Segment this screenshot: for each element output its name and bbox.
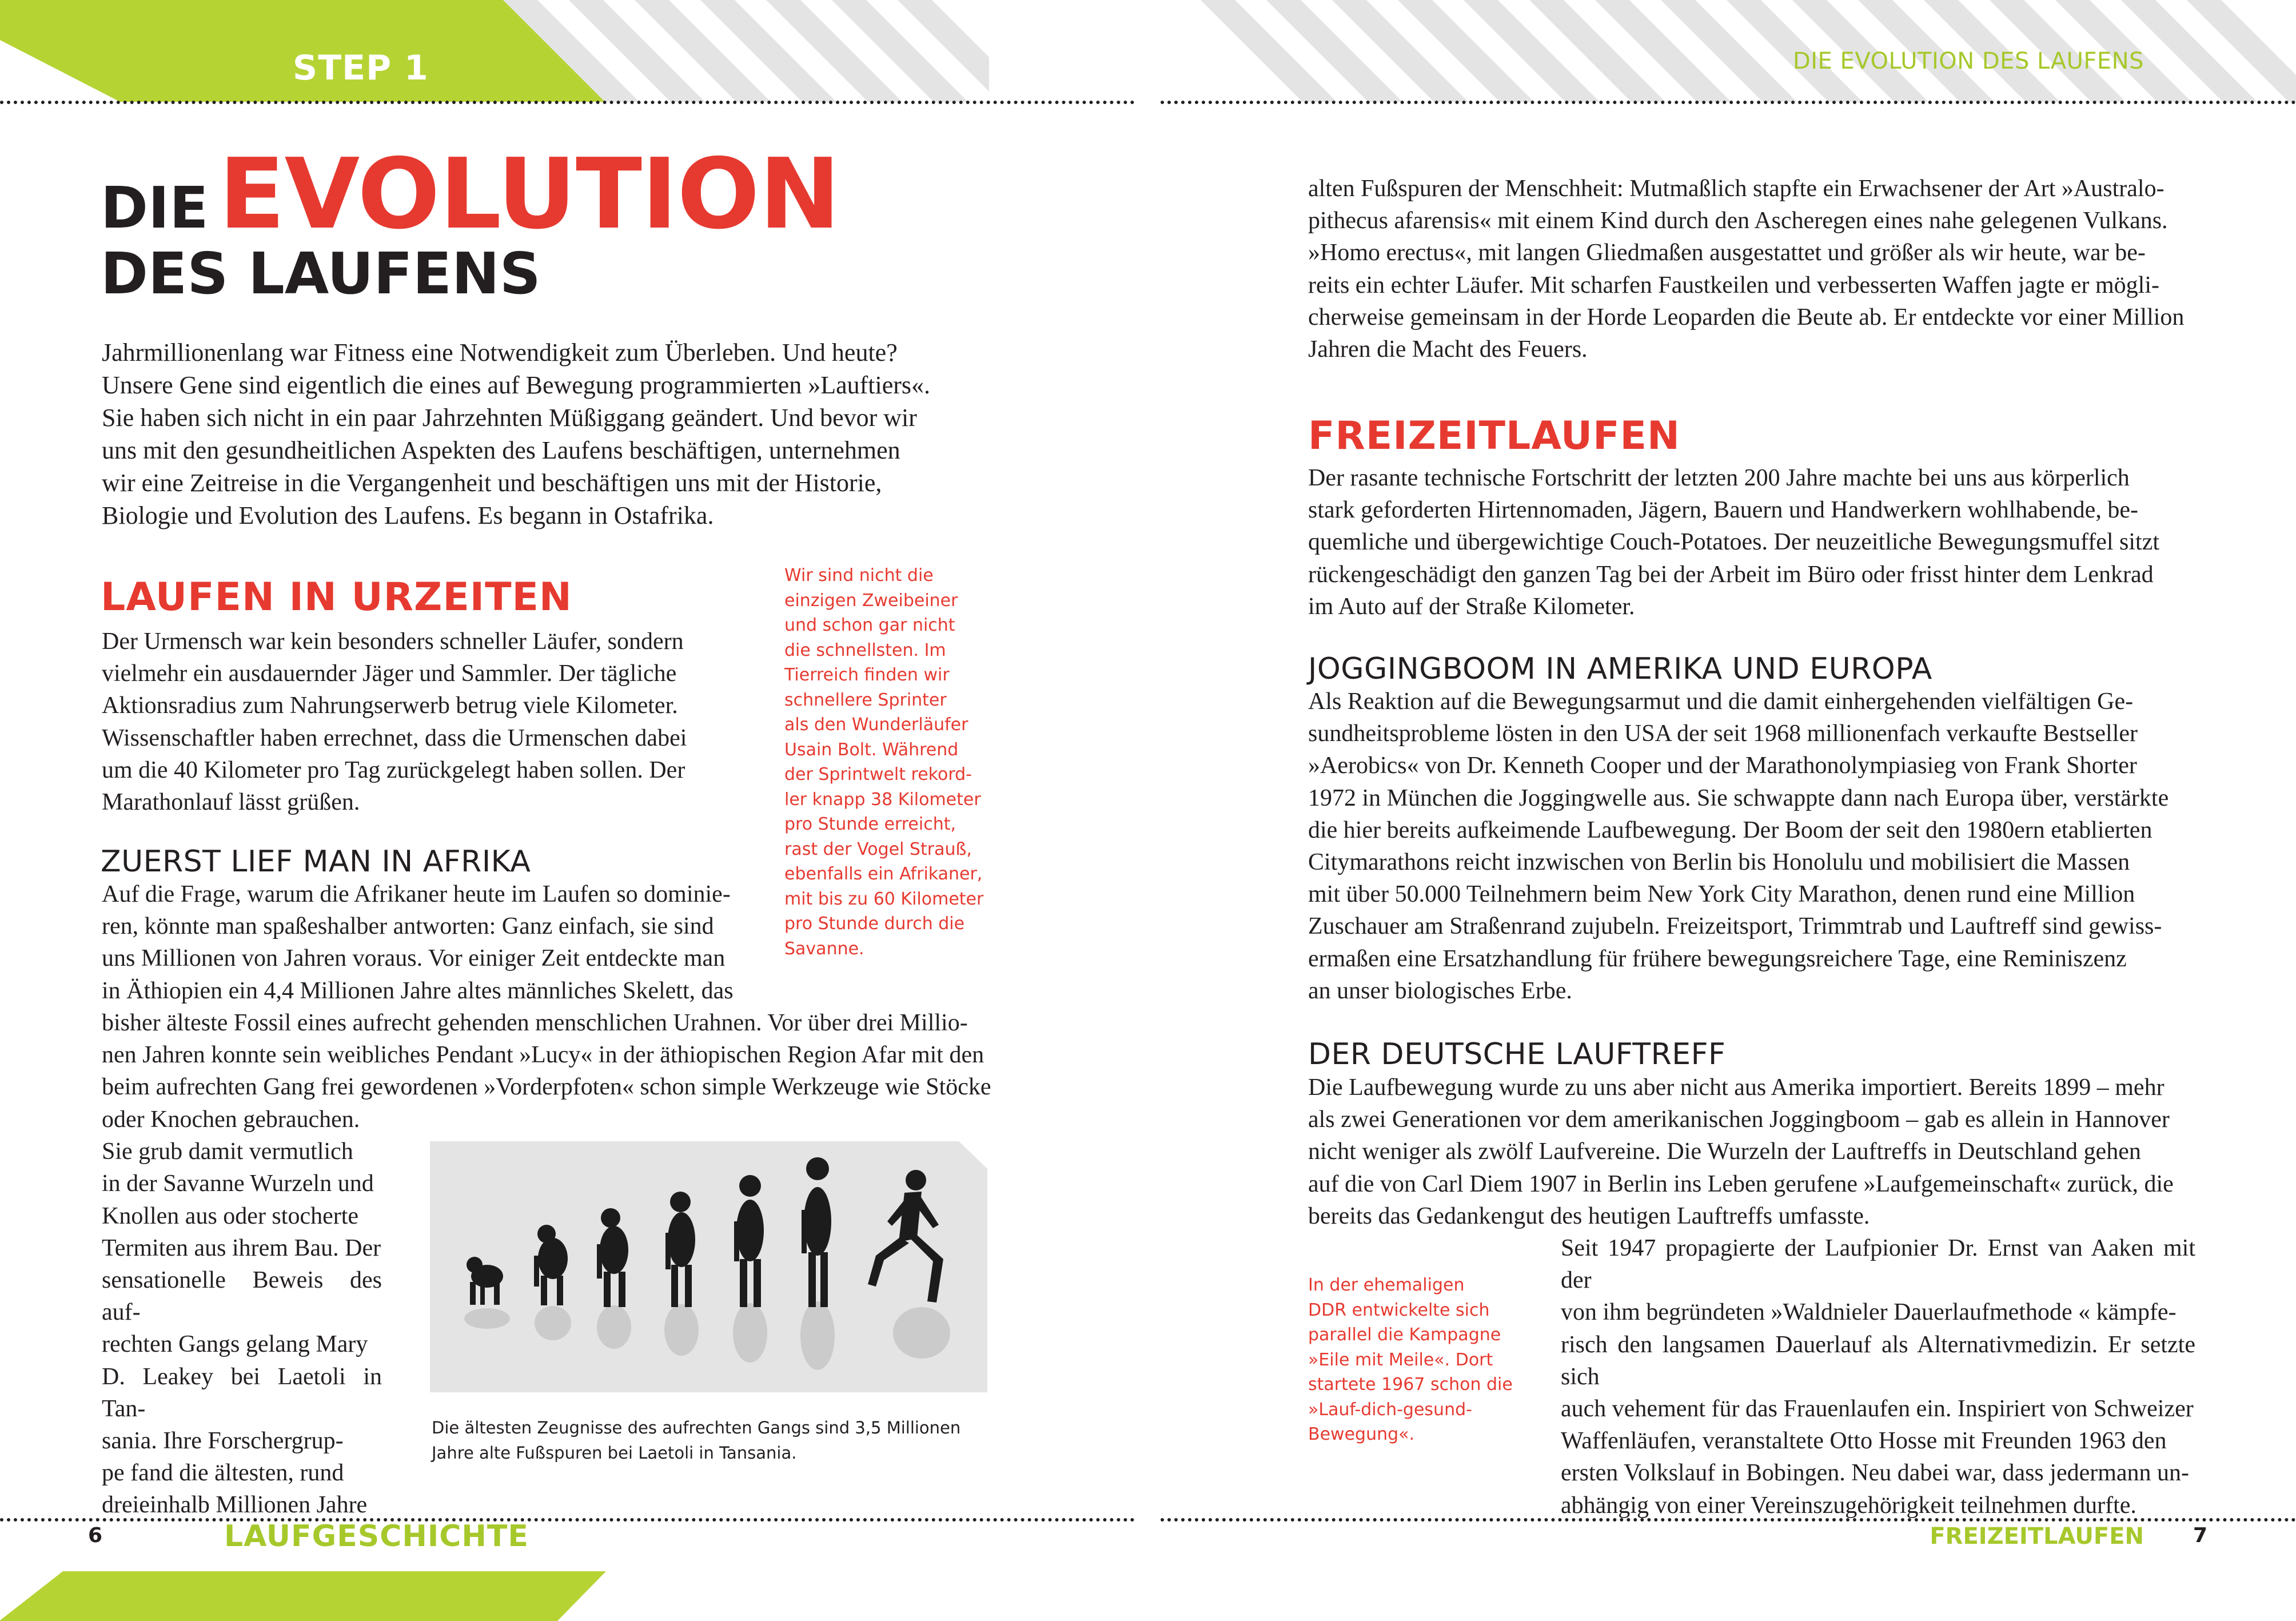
subheading-zuerst-lief-man: ZUERST LIEF MAN IN AFRIKA bbox=[101, 845, 531, 879]
intro-paragraph: Jahrmillionenlang war Fitness eine Notwendigkeit zum Überleben. Und heute? Unsere Gene sind eigentlich die eines auf Bewegung programmierten »Lauftiers«. Sie haben sich nicht in ein paar Jahrzehnten Müßiggang geändert. Und bevor wir uns mit den gesundheitlichen Aspekten des Laufens beschäftigen, unternehmen wir eine Zeitreise in die Vergangenheit und beschäftigen uns mit der Historie, Biologie und Evolution des Laufens. Es begann in Ostafrika. bbox=[102, 338, 931, 529]
image-caption: Die ältesten Zeugnisse des aufrechten Gangs sind 3,5 Millionen Jahre alte Fußspuren bei Laetoli in Tansania. bbox=[432, 1418, 961, 1463]
heading-freizeitlaufen: FREIZEITLAUFEN bbox=[1308, 413, 1680, 459]
lauftreff-text: Die Laufbewegung wurde zu uns aber nicht aus Amerika importiert. Bereits 1899 – mehr als zwei Generationen vor dem amerikanischen Joggingboom – gab es allein in Hannover nicht weniger als zwölf Laufvereine. Die Wurzeln der Lauftreffs in Deutschland gehen auf die von Carl Diem 1907 in Berlin ins Leben gerufene »Laufgemeinschaft« zurück, die bereits das Gedankengut des heutigen Lauftreffs umfasste. bbox=[1308, 1074, 2174, 1229]
footer-dotted-rule-left bbox=[0, 1518, 1135, 1522]
sidenote-right: In der ehemaligen DDR entwickelte sich parallel die Kampagne »Eile mit Meile«. Dort startete 1967 schon die »Lauf-dich-gesund- Bewegung«. bbox=[1308, 1275, 1513, 1444]
page-number-right: 7 bbox=[2193, 1524, 2208, 1547]
subheading-joggingboom: JOGGINGBOOM IN AMERIKA UND EUROPA bbox=[1308, 652, 1932, 686]
title-word-die: DIE bbox=[101, 174, 209, 241]
section1-text: Der Urmensch war kein besonders schneller Läufer, sondern vielmehr ein ausdauernder Jäger und Sammler. Der tägliche Aktionsradius zum Nahrungserwerb betrug viele Kilometer. Wissenschaftler haben errechnet, dass die Urmenschen dabei um die 40 Kilometer pro Tag zurückgelegt haben sollen. Der Marathonlauf lässt grüßen. bbox=[102, 628, 687, 816]
page-number-left: 6 bbox=[88, 1524, 103, 1547]
footer-green-band bbox=[0, 1571, 612, 1621]
section2-text-column: oder Knochen gebrauchen. Sie grub damit vermutlich in der Savanne Wurzeln und Knollen aus oder stocherte Termiten aus ihrem Bau. Der sensationelle Beweis des auf- rechten Gangs gelang Mary D. Leakey bei Laetoli in Tan- sania. Ihre Forschergrup- pe fand die ältesten, rund dreieinhalb Millionen Jahre bbox=[102, 1106, 382, 1519]
section2-text-narrow: Auf die Frage, warum die Afrikaner heute im Laufen so dominie- ren, könnte man spaßeshalber antworten: Ganz einfach, sie sind uns Millionen von Jahren voraus. Vor einiger Zeit entdeckte man in Äthiopien ein 4,4 Millionen Jahre altes männliches Skelett, das bbox=[102, 881, 734, 1004]
lauftreff-text-continued: Seit 1947 propagierte der Laufpionier Dr. Ernst van Aaken mit der von ihm begründeten »Waldnieler Dauerlaufmethode « kämpfe- risch den langsamen Dauerlauf als Alternativmedizin. Er setzte sich auch vehement für das Frauenlaufen ein. Inspiriert von Schweizer Waffenläufen, veranstaltete Otto Hosse mit Freunden 1963 den ersten Volkslauf in Bobingen. Neu dabei war, dass jedermann un- abhängig von einer Vereinszugehörigkeit teilnehmen durfte. bbox=[1561, 1235, 2195, 1519]
title-line2: DES LAUFENS bbox=[101, 240, 541, 307]
title-word-evolution: EVOLUTION bbox=[218, 138, 840, 251]
step-label: STEP 1 bbox=[293, 48, 429, 88]
section2-text-wide: bisher älteste Fossil eines aufrecht gehenden menschlichen Urahnen. Vor über drei Millio- nen Jahren konnte sein weibliches Pendant »Lucy« in der äthiopischen Region Afar mit den beim aufrechten Gang frei gewordenen »Vorderpfoten« schon simple Werkzeuge wie Stöcke bbox=[102, 1010, 991, 1101]
footer-dotted-rule-right bbox=[1161, 1518, 2296, 1522]
subheading-deutsche-lauftreff: DER DEUTSCHE LAUFTREFF bbox=[1308, 1037, 1726, 1072]
page-title bbox=[101, 138, 840, 307]
footer-section-left: LAUFGESCHICHTE bbox=[224, 1519, 529, 1554]
sidenote-left: Wir sind nicht die einzigen Zweibeiner und schon gar nicht die schnellsten. Im Tierreich finden wir schnellere Sprinter als den Wunderläufer Usain Bolt. Während der Sprintwelt rekord- ler knapp 38 Kilometer pro Stunde erreicht, rast der Vogel Strauß, ebenfalls ein Afrikaner, mit bis zu 60 Kilometer pro Stunde durch die Savanne. bbox=[784, 565, 984, 959]
running-title: DIE EVOLUTION DES LAUFENS bbox=[1792, 48, 2144, 74]
footer-section-right: FREIZEITLAUFEN bbox=[1930, 1523, 2144, 1550]
header-dotted-rule-left bbox=[0, 101, 1135, 104]
freizeitlaufen-text: Der rasante technische Fortschritt der letzten 200 Jahre machte bei uns aus körperlich stark geforderten Hirtennomaden, Jägern, Bauern und Handwerkern wohlhabende, be- quemliche und übergewichtige Couch-Potatoes. Der neuzeitliche Bewegungsmuffel sitzt rückengeschädigt den ganzen Tag bei der Arbeit im Büro oder frisst hinter dem Lenkrad im Auto auf der Straße Kilometer. bbox=[1308, 465, 2160, 620]
joggingboom-text: Als Reaktion auf die Bewegungsarmut und die damit einhergehenden vielfältigen Ge- sundheitsprobleme lösten in den USA der seit 1968 millionenfach verkaufte Bestseller »Aerobics« von Dr. Kenneth Cooper und der Marathonolympiasieg von Frank Shorter 1972 in München die Joggingwelle aus. Sie schwappte dann nach Europa über, verstärkte die hier bereits aufkeimende Laufbewegung. Der Boom der seit den 1980ern etablierten Citymarathons reicht inzwischen von Berlin bis Honolulu und mobilisiert die Massen mit über 50.000 Teilnehmern beim New York City Marathon, denen rund eine Million Zuschauer am Straßenrand zujubeln. Freizeitsport, Trimmtrab und Lauftreff sind gewiss- ermaßen eine Ersatzhandlung für frühere bewegungsreichere Tage, eine Reminiszenz an unser biologisches Erbe. bbox=[1308, 688, 2169, 1004]
evolution-illustration bbox=[430, 1141, 987, 1392]
header-dotted-rule-right bbox=[1161, 101, 2296, 104]
right-continued-text: alten Fußspuren der Menschheit: Mutmaßlich stapfte ein Erwachsener der Art »Australo- pithecus afarensis« mit einem Kind durch den Ascheregen eines nahe gelegenen Vulkans. »Homo erectus«, mit langen Gliedmaßen ausgestattet und größer als wir heute, war be- reits ein echter Läufer. Mit scharfen Faustkeilen und verbesserten Waffen jagte er mögli- cherweise gemeinsam in der Horde Leoparden die Beute ab. Er entdeckte vor einer Million Jahren die Macht des Feuers. bbox=[1308, 176, 2185, 363]
heading-laufen-in-urzeiten: LAUFEN IN URZEITEN bbox=[101, 575, 572, 620]
